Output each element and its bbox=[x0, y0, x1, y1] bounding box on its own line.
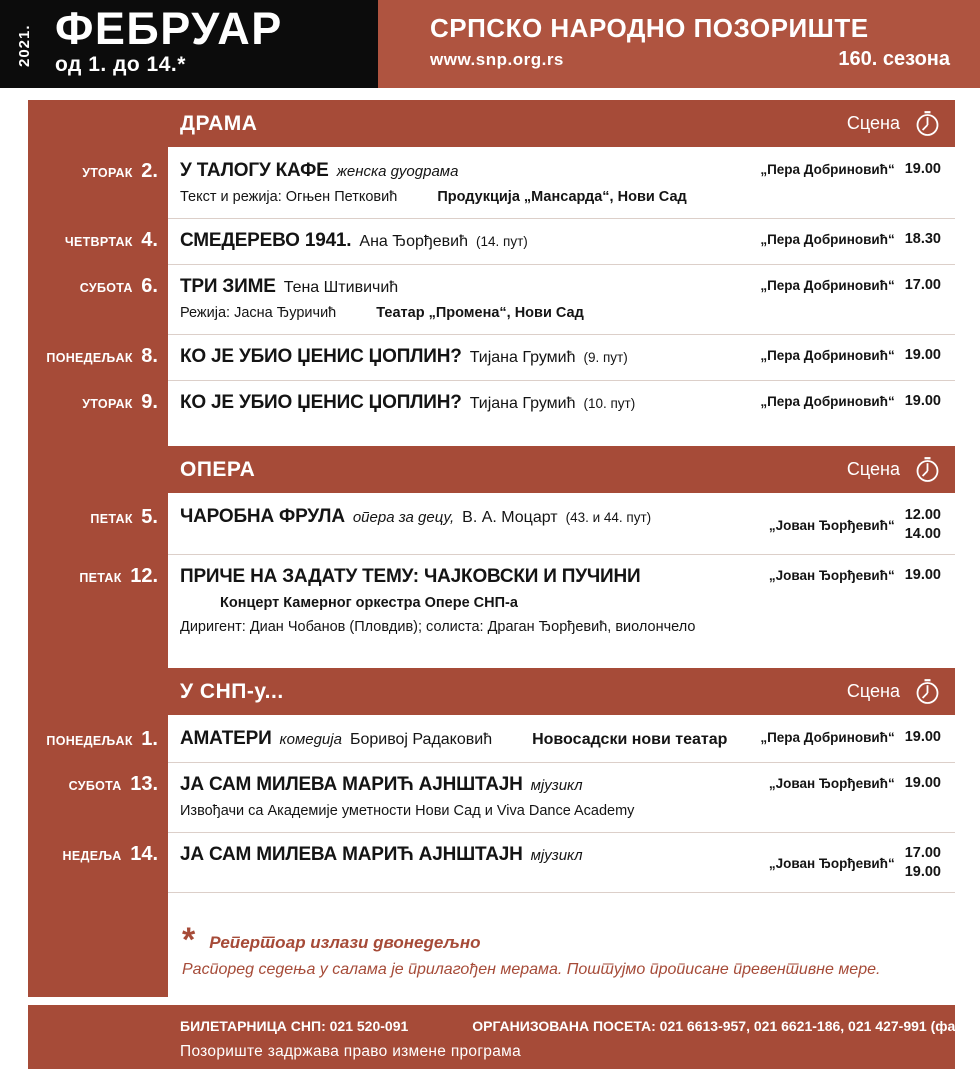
performance-author: В. А. Моцарт bbox=[462, 509, 558, 526]
scene-label: Сцена bbox=[846, 113, 900, 133]
day-number: 9. bbox=[135, 391, 158, 413]
venue-name: „Јован Ђорђевић“ bbox=[768, 568, 895, 583]
program-section bbox=[28, 446, 955, 668]
footnote-schedule-note: Репертоар излази двонедељно bbox=[209, 933, 481, 952]
day-number: 6. bbox=[135, 275, 158, 297]
box-office-phone: БИЛЕТАРНИЦА СНП: 021 520-091 bbox=[180, 1018, 409, 1034]
day-number: 13. bbox=[124, 773, 158, 795]
month-title: ФЕБРУАР bbox=[55, 3, 283, 54]
show-times bbox=[905, 506, 941, 544]
performance-count-note: (9. пут) bbox=[583, 350, 628, 365]
venue-name: „Јован Ђорђевић“ bbox=[768, 776, 895, 791]
clock-icon bbox=[914, 678, 941, 705]
day-number: 1. bbox=[135, 728, 158, 750]
venue-name: „Пера Добриновић“ bbox=[760, 730, 895, 745]
performance-title: ЈА САМ МИЛЕВА МАРИЋ АЈНШТАЈН bbox=[180, 774, 523, 795]
scene-label: Сцена bbox=[846, 459, 900, 479]
performance-genre: мјузикл bbox=[530, 847, 583, 864]
date-cell bbox=[28, 554, 168, 648]
performance-title: КО ЈЕ УБИО ЏЕНИС ЏОПЛИН? bbox=[180, 392, 462, 413]
section-rows bbox=[28, 717, 955, 913]
show-time: 14.00 bbox=[904, 526, 941, 542]
show-times bbox=[905, 844, 941, 882]
section-title: ОПЕРА bbox=[180, 457, 256, 481]
performance-row bbox=[28, 218, 955, 264]
performance-count-note: (10. пут) bbox=[583, 396, 636, 411]
venue-name: „Пера Добриновић“ bbox=[760, 348, 895, 363]
day-name: СУБОТА bbox=[79, 281, 133, 295]
section-rows bbox=[28, 149, 955, 446]
show-time: 19.00 bbox=[904, 775, 941, 791]
performance-row bbox=[28, 832, 955, 893]
show-times bbox=[905, 230, 941, 249]
day-name: ПЕТАК bbox=[90, 512, 133, 526]
venue-name: „Пера Добриновић“ bbox=[760, 278, 895, 293]
year-label: 2021. bbox=[16, 24, 33, 68]
date-cell bbox=[28, 264, 168, 334]
footnote bbox=[168, 913, 955, 995]
show-times bbox=[905, 728, 941, 747]
performance-author: Боривој Радаковић bbox=[349, 731, 493, 748]
performance-title: КО ЈЕ УБИО ЏЕНИС ЏОПЛИН? bbox=[180, 346, 462, 367]
show-time: 19.00 bbox=[904, 567, 941, 583]
season-label: 160. сезона bbox=[838, 48, 950, 70]
theater-banner bbox=[378, 0, 980, 88]
clock-icon bbox=[914, 110, 941, 137]
day-number: 2. bbox=[135, 160, 158, 182]
show-time: 12.00 bbox=[904, 507, 941, 523]
day-number: 14. bbox=[124, 843, 158, 865]
credits-bold: Концерт Камерног оркестра Опере СНП-а bbox=[220, 595, 518, 611]
performance-genre: опера за децу, bbox=[352, 509, 455, 526]
performance-row bbox=[28, 334, 955, 380]
date-cell bbox=[28, 762, 168, 832]
day-name: ЧЕТВРТАК bbox=[64, 235, 133, 249]
show-time: 17.00 bbox=[904, 845, 941, 861]
section-header-bar bbox=[28, 668, 955, 715]
performance-genre: женска дуодрама bbox=[336, 163, 459, 180]
group-visit-phones: ОРГАНИЗОВАНА ПОСЕТА: 021 6613-957, 021 6621-186, 021 427-991 (факс) bbox=[472, 1018, 975, 1034]
day-name: ПЕТАК bbox=[79, 571, 122, 585]
performance-title: У ТАЛОГУ КАФЕ bbox=[180, 160, 329, 181]
day-number: 8. bbox=[135, 345, 158, 367]
credits-regular: Текст и режија: Огњен Петковић bbox=[180, 189, 398, 205]
month-banner bbox=[0, 0, 378, 88]
performance-row bbox=[28, 717, 955, 762]
venue-name: „Јован Ђорђевић“ bbox=[768, 855, 895, 871]
show-times bbox=[905, 276, 941, 295]
clock-icon bbox=[914, 456, 941, 483]
performance-row bbox=[28, 264, 955, 334]
date-cell bbox=[28, 495, 168, 554]
date-cell bbox=[28, 832, 168, 893]
performance-title: ЈА САМ МИЛЕВА МАРИЋ АЈНШТАЈН bbox=[180, 844, 523, 865]
scene-label: Сцена bbox=[846, 681, 900, 701]
performance-title: СМЕДЕРЕВО 1941. bbox=[180, 230, 352, 251]
page-footer bbox=[28, 1005, 975, 1069]
venue-name: „Јован Ђорђевић“ bbox=[768, 517, 895, 533]
day-name: СУБОТА bbox=[68, 779, 122, 793]
date-cell bbox=[28, 334, 168, 380]
date-cell bbox=[28, 380, 168, 426]
footnote-covid-note: Распоред седења у салама је прилагођен мерама. Поштујмо прописане превентивне мере. bbox=[182, 961, 881, 978]
show-times bbox=[905, 392, 941, 411]
program-section bbox=[28, 100, 955, 446]
date-cell bbox=[28, 149, 168, 218]
credits-regular: Извођачи са Академије уметности Нови Сад и Viva Dance Academy bbox=[180, 803, 635, 819]
performance-genre: мјузикл bbox=[530, 777, 583, 794]
theater-name: СРПСКО НАРОДНО ПОЗОРИШТЕ bbox=[430, 13, 869, 43]
day-number: 4. bbox=[135, 229, 158, 251]
date-range: од 1. до 14.* bbox=[55, 53, 186, 76]
credits-regular: Режија: Јасна Ђуричић bbox=[180, 305, 337, 321]
performance-row bbox=[28, 762, 955, 832]
performance-row bbox=[28, 149, 955, 218]
venue-name: „Пера Добриновић“ bbox=[760, 232, 895, 247]
credits-bold: Театар „Промена“, Нови Сад bbox=[376, 305, 584, 321]
performance-title: ЧАРОБНА ФРУЛА bbox=[180, 506, 345, 527]
show-times bbox=[905, 566, 941, 585]
show-time: 17.00 bbox=[904, 277, 941, 293]
day-name: ПОНЕДЕЉАК bbox=[46, 734, 133, 748]
day-name: УТОРАК bbox=[82, 166, 133, 180]
show-time: 19.00 bbox=[904, 729, 941, 745]
show-time: 19.00 bbox=[904, 864, 941, 880]
website-link[interactable]: www.snp.org.rs bbox=[430, 50, 564, 69]
day-name: ПОНЕДЕЉАК bbox=[46, 351, 133, 365]
performance-row bbox=[28, 495, 955, 554]
program-section bbox=[28, 668, 955, 913]
show-time: 19.00 bbox=[904, 393, 941, 409]
section-header-bar bbox=[28, 100, 955, 147]
date-cell bbox=[28, 717, 168, 762]
performance-author: Ана Ђорђевић bbox=[359, 233, 469, 250]
performance-count-note: (14. пут) bbox=[476, 234, 528, 249]
performance-row bbox=[28, 380, 955, 426]
section-rows bbox=[28, 495, 955, 668]
performance-title: ПРИЧЕ НА ЗАДАТУ ТЕМУ: ЧАЈКОВСКИ И ПУЧИНИ bbox=[180, 566, 641, 587]
date-cell bbox=[28, 218, 168, 264]
credits-extra: Диригент: Диан Чобанов (Пловдив); солиста: Драган Ђорђевић, виолончело bbox=[180, 619, 696, 635]
credits-bold: Продукција „Мансарда“, Нови Сад bbox=[437, 189, 687, 205]
show-times bbox=[905, 346, 941, 365]
day-name: НЕДЕЉА bbox=[62, 849, 122, 863]
page-header bbox=[0, 0, 980, 88]
show-time: 19.00 bbox=[904, 347, 941, 363]
performance-count-note: (43. и 44. пут) bbox=[565, 510, 652, 525]
show-times bbox=[905, 774, 941, 793]
section-header-bar bbox=[28, 446, 955, 493]
program-schedule bbox=[28, 100, 955, 997]
performance-row bbox=[28, 554, 955, 648]
performance-title: ТРИ ЗИМЕ bbox=[180, 276, 276, 297]
section-title: ДРАМА bbox=[180, 111, 258, 135]
venue-name: „Пера Добриновић“ bbox=[760, 394, 895, 409]
day-number: 12. bbox=[124, 565, 158, 587]
program-disclaimer: Позориште задржава право измене програма bbox=[180, 1043, 522, 1060]
asterisk-mark: * bbox=[182, 921, 196, 959]
day-name: УТОРАК bbox=[82, 397, 133, 411]
performance-author: Тијана Грумић bbox=[469, 395, 576, 412]
performance-author: Тијана Грумић bbox=[469, 349, 576, 366]
day-number: 5. bbox=[135, 506, 158, 528]
show-times bbox=[905, 160, 941, 179]
performance-genre: комедија bbox=[279, 731, 342, 748]
venue-name: „Пера Добриновић“ bbox=[760, 162, 895, 177]
performance-title: АМАТЕРИ bbox=[180, 728, 272, 749]
section-title: У СНП-у... bbox=[180, 679, 284, 703]
performance-author: Тена Штивичић bbox=[283, 279, 399, 296]
show-time: 18.30 bbox=[904, 231, 941, 247]
show-time: 19.00 bbox=[904, 161, 941, 177]
producing-theater: Новосадски нови театар bbox=[532, 731, 728, 748]
